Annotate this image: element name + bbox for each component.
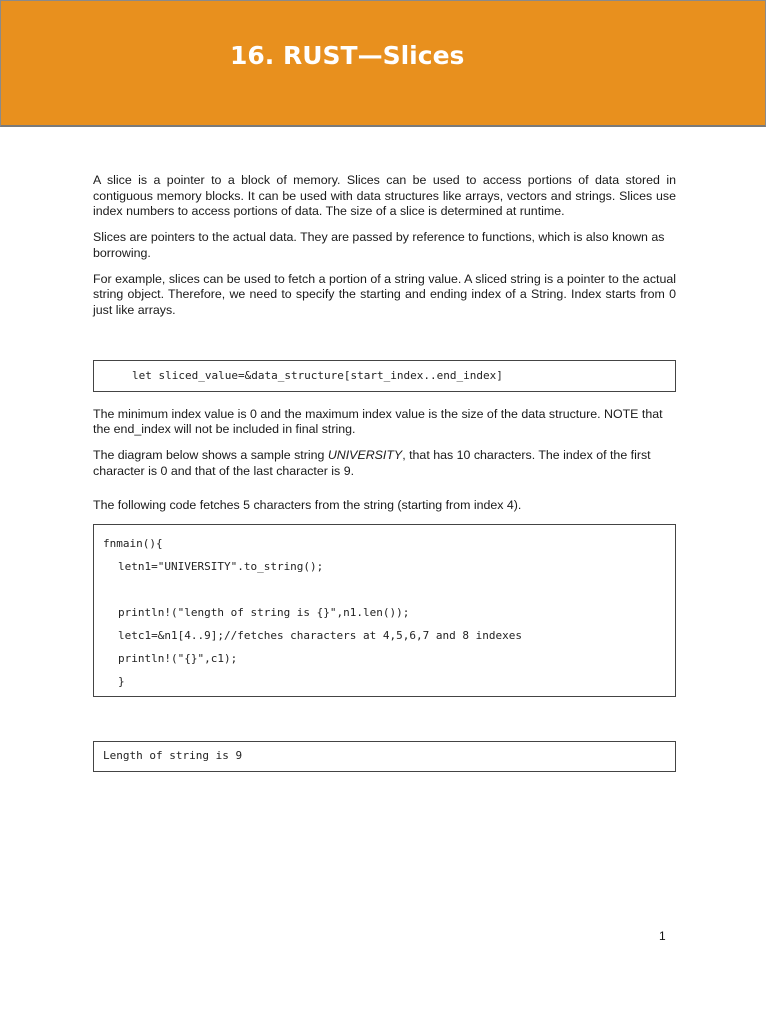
syntax-code-box (93, 360, 676, 392)
paragraph-diagram (93, 448, 676, 479)
diagram-text-before: The diagram below shows a sample string (93, 448, 328, 463)
output-line: Length of string is 9 (103, 748, 243, 762)
code-line: println!("{}",c1); (118, 651, 238, 665)
chapter-title: 16. RUST—Slices (230, 41, 465, 70)
paragraph-borrowing: Slices are pointers to the actual data. They are passed by reference to functions, which is also known as borrowing. (93, 230, 665, 260)
paragraph-intro: A slice is a pointer to a block of memory. Slices can be used to access portions of data stored in contiguous memory blocks. It can be used with data structures like arrays, vectors and strings. Slices use index numbers to access portions of data. The size of a slice is determined at runtime. (93, 173, 676, 219)
code-line: } (118, 674, 125, 688)
paragraph-code-intro: The following code fetches 5 characters from the string (starting from index 4). (93, 497, 522, 512)
diagram-text-after: , that has 10 characters. The index of the first character is 0 and that of the last character is 9. (93, 448, 651, 478)
university-emphasis: UNIVERSITY (327, 448, 403, 463)
page-body (93, 173, 676, 772)
output-box (93, 741, 676, 772)
paragraph-index-range: The minimum index value is 0 and the maximum index value is the size of the data structure. NOTE that the end_index will not be included in final string. (93, 406, 663, 437)
program-code-box (93, 524, 676, 697)
page-number: 1 (659, 929, 666, 943)
chapter-header (0, 0, 766, 127)
code-line: letc1=&n1[4..9];//fetches characters at 4,5,6,7 and 8 indexes (118, 628, 522, 642)
paragraph-example: For example, slices can be used to fetch a portion of a string value. A sliced string is a pointer to the actual string object. Therefore, we need to specify the starting and ending index of a String. Index starts from 0 just like arrays. (93, 271, 676, 317)
code-line: letn1="UNIVERSITY".to_string(); (118, 559, 324, 573)
code-line: fnmain(){ (103, 536, 163, 550)
syntax-code-line: let sliced_value=&data_structure[start_index..end_index] (132, 368, 503, 382)
code-line: println!("length of string is {}",n1.len()); (118, 605, 410, 619)
